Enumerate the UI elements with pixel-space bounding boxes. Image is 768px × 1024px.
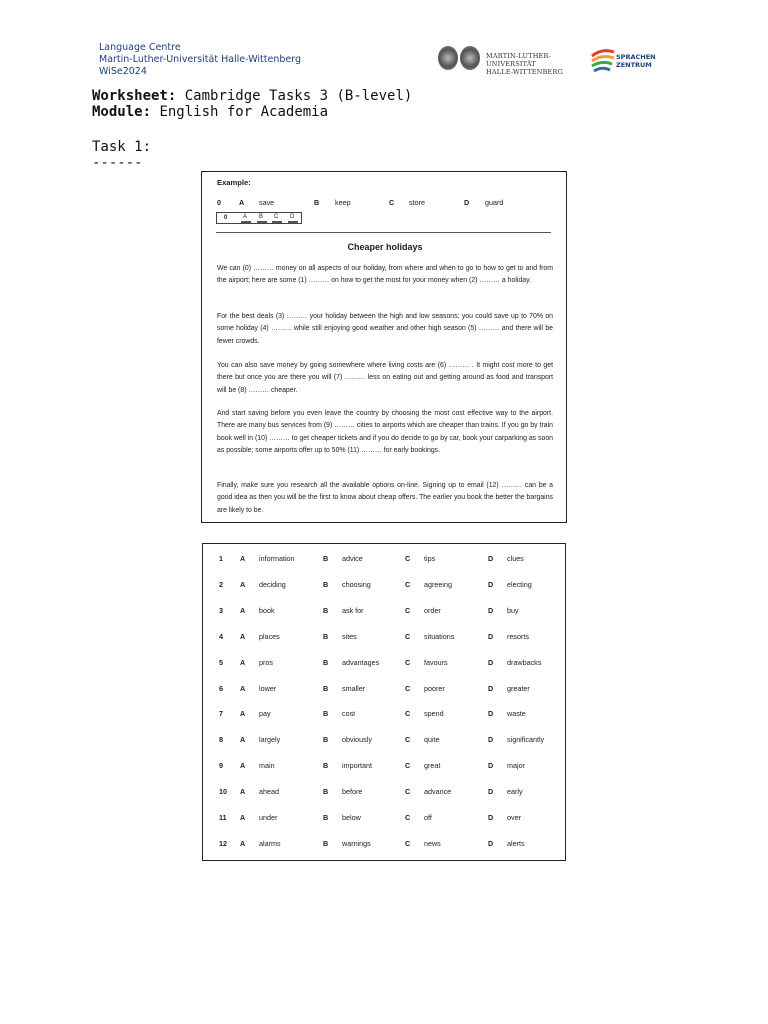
option-letter-c: C xyxy=(405,787,411,797)
option-c: off xyxy=(424,813,432,822)
option-letter-c: C xyxy=(405,554,411,563)
question-number: 10 xyxy=(219,787,227,797)
question-number: 3 xyxy=(219,605,223,615)
option-a: largely xyxy=(259,735,281,745)
language-centre-logo-line-2: ZENTRUM xyxy=(616,61,652,69)
option-letter-a: A xyxy=(240,838,246,848)
option-letter-a: A xyxy=(240,579,246,589)
option-d: alerts xyxy=(507,838,525,848)
option-row xyxy=(203,813,567,825)
option-row xyxy=(203,580,567,592)
header-line-2: Martin-Luther-Universität Halle-Wittenberg xyxy=(99,54,301,65)
example-label: Example: xyxy=(217,178,251,187)
seal-icon xyxy=(438,46,458,70)
option-letter-c: C xyxy=(405,735,411,745)
question-number: 5 xyxy=(219,657,223,667)
header-line-1: Language Centre xyxy=(99,42,181,53)
option-letter-b: B xyxy=(323,579,329,589)
option-letter-c: C xyxy=(405,683,411,693)
paragraph-1: We can (0) ……… money on all aspects of our holiday, from where and when to go to how to get to and from the airport; here are some (1) ……… on how to get the most for your money when (2) ……… a holiday. xyxy=(217,265,553,285)
option-letter-d: D xyxy=(488,605,494,615)
option-a: places xyxy=(259,631,280,641)
option-letter-d: D xyxy=(488,554,494,563)
option-row xyxy=(203,761,567,773)
option-letter-a: A xyxy=(240,657,246,667)
option-c: favours xyxy=(424,657,448,667)
option-a: pros xyxy=(259,657,273,667)
option-letter-b: B xyxy=(323,709,329,719)
university-logo-line-2: HALLE-WITTENBERG xyxy=(486,68,563,76)
task-underline: ------ xyxy=(92,155,143,171)
option-letter-d: D xyxy=(488,631,494,641)
option-letter-b: B xyxy=(323,735,329,745)
option-letter-b: B xyxy=(323,683,329,693)
university-logo xyxy=(436,46,586,76)
option-c: advance xyxy=(424,787,452,797)
option-b: obviously xyxy=(342,735,372,745)
option-b: choosing xyxy=(342,579,371,589)
option-row xyxy=(203,839,567,851)
paragraph-3: You can also save money by going somewhere where living costs are (6) ……… . It might cost more to get there but once you are there you will (7) ……… less on eating out and getting around as food and transport will be (8) ……… cheaper. xyxy=(217,362,553,394)
option-c: poorer xyxy=(424,683,445,693)
university-logo-line-1: MARTIN-LUTHER-UNIVERSITÄT xyxy=(486,52,551,68)
question-number: 6 xyxy=(219,683,223,693)
option-a: lower xyxy=(259,683,277,693)
option-c: great xyxy=(424,761,441,771)
grid-mark-empty xyxy=(257,221,267,223)
option-letter-c: C xyxy=(405,761,411,771)
option-c: news xyxy=(424,838,441,848)
option-letter-d: D xyxy=(488,787,494,797)
option-letter-a: A xyxy=(240,761,246,771)
option-letter-d: D xyxy=(488,838,494,848)
option-b: advice xyxy=(342,554,363,563)
option-letter-b: B xyxy=(323,657,329,667)
option-letter-d: D xyxy=(488,579,494,589)
option-letter-a: A xyxy=(240,787,246,797)
option-row xyxy=(203,684,567,696)
option-letter-b: B xyxy=(323,605,329,615)
option-b: warnings xyxy=(342,838,371,848)
option-c: order xyxy=(424,605,441,615)
grid-letter-d: D xyxy=(290,214,295,220)
task-label: Task 1: xyxy=(92,139,152,155)
option-letter-b: B xyxy=(323,554,329,563)
option-row xyxy=(203,787,567,799)
option-a: main xyxy=(259,761,275,771)
option-letter-a: A xyxy=(240,554,246,563)
option-letter-d: D xyxy=(488,761,494,771)
example-option-c: store xyxy=(409,198,425,207)
question-number: 7 xyxy=(219,709,223,719)
option-letter-d: D xyxy=(488,683,494,693)
divider xyxy=(216,232,551,233)
option-letter-a: A xyxy=(240,709,246,719)
options-table xyxy=(202,543,566,861)
question-number: 8 xyxy=(219,735,223,745)
option-a: ahead xyxy=(259,787,279,797)
example-letter-a: A xyxy=(239,198,245,207)
option-b: advantages xyxy=(342,657,380,667)
option-letter-a: A xyxy=(240,631,246,641)
option-c: agreeing xyxy=(424,579,452,589)
question-number: 12 xyxy=(219,838,227,848)
option-b: sites xyxy=(342,631,357,641)
example-option-d: guard xyxy=(485,198,504,207)
grid-letter-c: C xyxy=(274,214,279,220)
option-letter-c: C xyxy=(405,605,411,615)
text-title: Cheaper holidays xyxy=(347,242,423,252)
option-d: clues xyxy=(507,554,524,563)
option-a: pay xyxy=(259,709,271,719)
header-institution xyxy=(99,42,301,78)
option-row xyxy=(203,658,567,670)
language-centre-logo xyxy=(590,46,660,78)
option-b: cost xyxy=(342,709,356,719)
task-heading xyxy=(92,139,151,171)
option-c: spend xyxy=(424,709,444,719)
option-letter-c: C xyxy=(405,631,411,641)
grid-number: 0 xyxy=(224,215,228,221)
option-d: early xyxy=(507,787,523,797)
example-option-b: keep xyxy=(335,198,351,207)
option-letter-d: D xyxy=(488,813,494,822)
grid-letter-b: B xyxy=(259,214,264,220)
module-label: Module: xyxy=(92,104,152,120)
option-c: tips xyxy=(424,554,436,563)
question-number: 11 xyxy=(219,813,227,822)
option-a: information xyxy=(259,554,295,563)
option-d: drawbacks xyxy=(507,657,542,667)
option-d: resorts xyxy=(507,631,529,641)
option-letter-a: A xyxy=(240,683,246,693)
option-c: quite xyxy=(424,735,440,745)
option-b: below xyxy=(342,813,361,822)
option-a: book xyxy=(259,605,275,615)
option-letter-a: A xyxy=(240,813,246,822)
option-letter-c: C xyxy=(405,838,411,848)
option-letter-d: D xyxy=(488,657,494,667)
module-value: English for Academia xyxy=(159,104,329,120)
option-a: under xyxy=(259,813,278,822)
option-row xyxy=(203,709,567,721)
question-number: 1 xyxy=(219,554,223,563)
example-letter-c: C xyxy=(389,198,395,207)
question-number: 9 xyxy=(219,761,223,771)
option-letter-c: C xyxy=(405,579,411,589)
option-letter-a: A xyxy=(240,605,246,615)
option-letter-c: C xyxy=(405,657,411,667)
option-row xyxy=(203,735,567,747)
option-row xyxy=(203,554,567,566)
option-b: smaller xyxy=(342,683,366,693)
option-letter-c: C xyxy=(405,709,411,719)
example-letter-d: D xyxy=(464,198,470,207)
option-d: buy xyxy=(507,605,519,615)
option-d: major xyxy=(507,761,525,771)
option-d: greater xyxy=(507,683,530,693)
language-centre-logo-line-1: SPRACHEN xyxy=(616,53,656,61)
question-number: 4 xyxy=(219,631,223,641)
worksheet-label: Worksheet: xyxy=(92,88,177,104)
option-letter-a: A xyxy=(240,735,246,745)
option-b: important xyxy=(342,761,372,771)
grid-mark-empty xyxy=(272,221,282,223)
example-letter-b: B xyxy=(314,198,320,207)
option-letter-b: B xyxy=(323,813,329,822)
option-letter-d: D xyxy=(488,709,494,719)
example-option-a: save xyxy=(259,198,275,207)
option-d: significantly xyxy=(507,735,545,745)
paragraph-4: And start saving before you even leave the country by choosing the most cost effective way to the airport. There are many bus services from (9) ……… cities to airports which are cheaper than trains. If you go by train book well in (10) ……… to get cheaper tickets and if you do decide to go by car, book your carparking as soon as possible; some airports offer up to 50% (11) ……… for early bookings. xyxy=(217,410,553,454)
option-letter-c: C xyxy=(405,813,411,822)
option-b: before xyxy=(342,787,363,797)
seal-icon xyxy=(460,46,480,70)
option-letter-b: B xyxy=(323,787,329,797)
option-d: over xyxy=(507,813,521,822)
option-row xyxy=(203,632,567,644)
option-a: deciding xyxy=(259,579,286,589)
grid-letter-a: A xyxy=(243,214,248,220)
option-a: alarms xyxy=(259,838,281,848)
option-letter-b: B xyxy=(323,838,329,848)
option-d: waste xyxy=(507,709,526,719)
worksheet-title xyxy=(92,88,412,120)
sprachenzentrum-icon xyxy=(590,46,616,76)
grid-mark-filled xyxy=(241,221,251,223)
option-letter-b: B xyxy=(323,631,329,641)
option-d: electing xyxy=(507,579,532,589)
option-b: ask for xyxy=(342,605,364,615)
example-number: 0 xyxy=(217,198,221,207)
option-row xyxy=(203,606,567,618)
answer-grid-example xyxy=(216,212,302,224)
reading-text-box xyxy=(201,171,567,523)
header-line-3: WiSe2024 xyxy=(99,66,147,77)
option-c: situations xyxy=(424,631,455,641)
paragraph-5: Finally, make sure you research all the available options on-line. Signing up to email (12) ……… can be a good idea as then you will be the first to know about cheap offers. The earlier you book the better the bargains are likely to be. xyxy=(217,482,553,514)
paragraph-2: For the best deals (3) ……… your holiday between the high and low seasons; you could save up to 70% on some holiday (4) ……… while still enjoying good weather and other high season (5) ……… and there will be fewer crowds. xyxy=(217,313,553,345)
option-letter-b: B xyxy=(323,761,329,771)
question-number: 2 xyxy=(219,579,223,589)
grid-mark-empty xyxy=(288,221,298,223)
worksheet-value: Cambridge Tasks 3 (B-level) xyxy=(184,88,413,104)
option-letter-d: D xyxy=(488,735,494,745)
